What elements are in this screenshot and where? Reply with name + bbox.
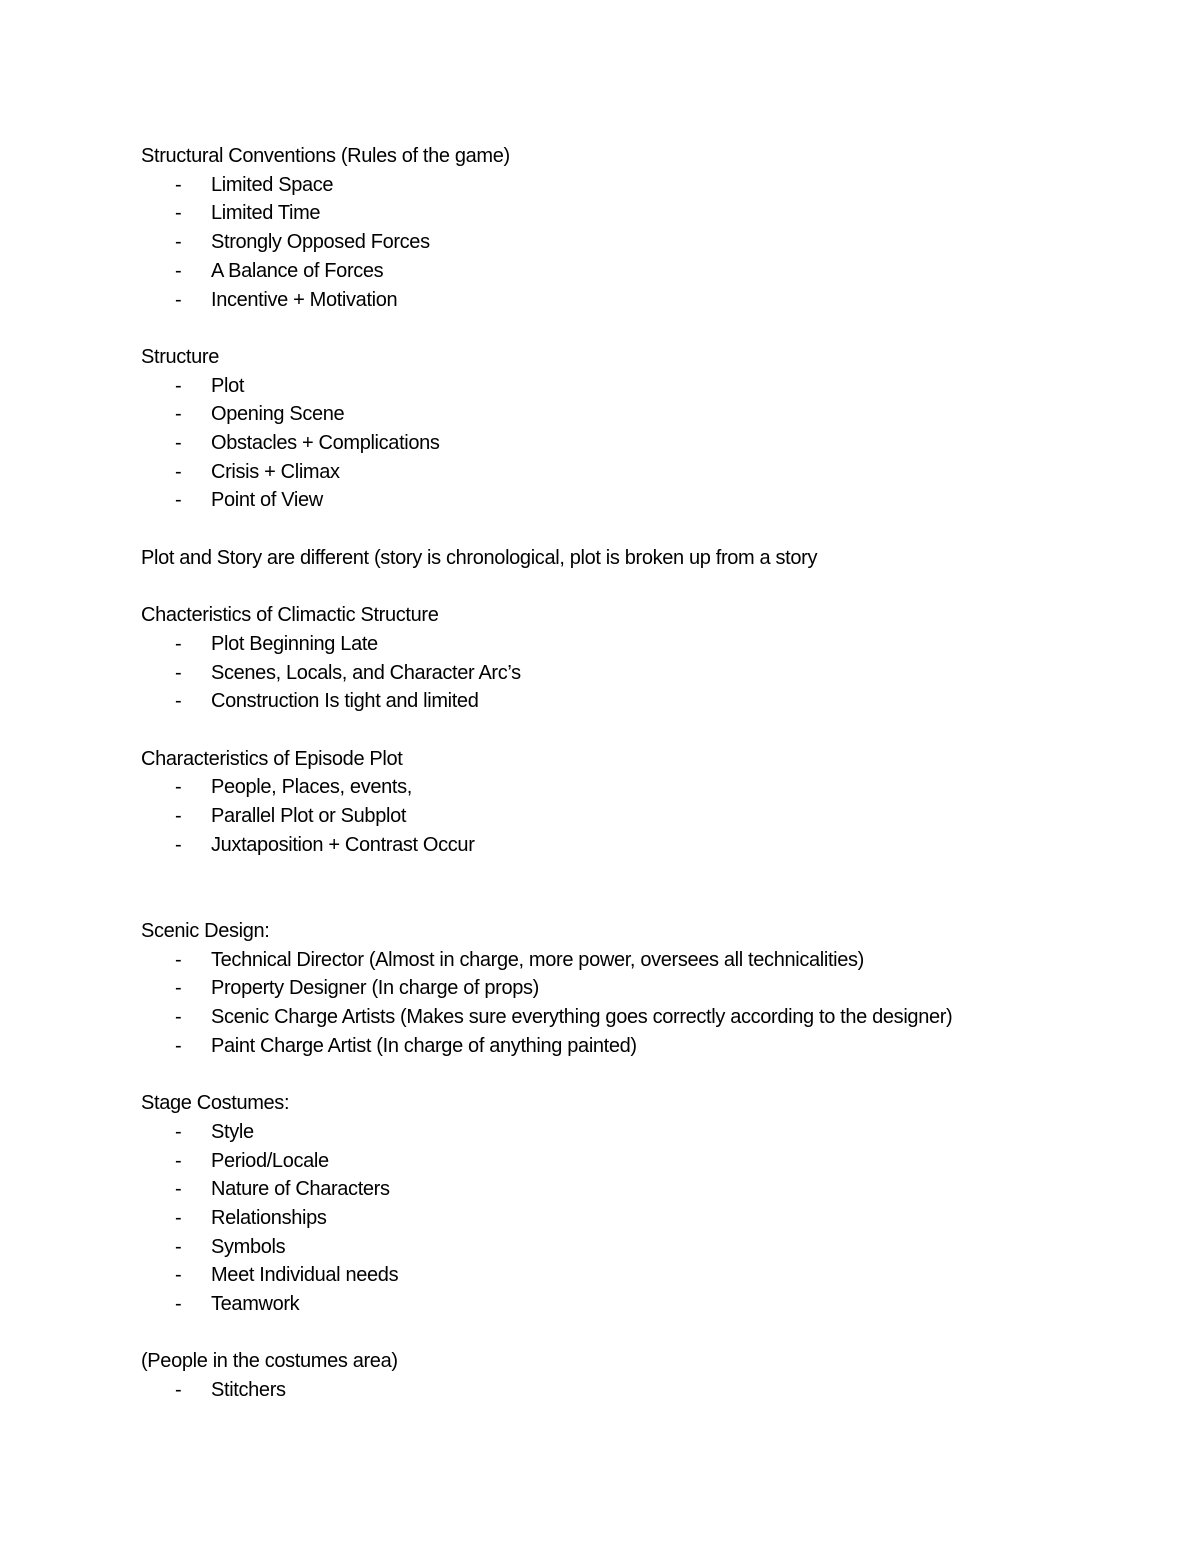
section-climactic-structure <box>141 601 1101 716</box>
bullet-dash: - <box>175 977 182 1000</box>
list-item-text: Juxtaposition + Contrast Occur <box>211 833 475 856</box>
bullet-list <box>141 1118 1101 1319</box>
bullet-dash: - <box>175 1178 182 1201</box>
list-item-text: People, Places, events, <box>211 776 412 799</box>
list-item-text: Point of View <box>211 489 323 512</box>
list-item-text: Construction Is tight and limited <box>211 690 479 713</box>
bullet-dash: - <box>175 1206 182 1229</box>
bullet-dash: - <box>175 1149 182 1172</box>
bullet-list <box>141 773 1101 859</box>
list-item <box>141 1204 1101 1233</box>
bullet-dash: - <box>175 776 182 799</box>
list-item <box>141 1261 1101 1290</box>
section-stage-costumes <box>141 1089 1101 1319</box>
section-structure <box>141 343 1101 515</box>
list-item <box>141 1147 1101 1176</box>
section-costume-people <box>141 1347 1101 1404</box>
list-item-text: Obstacles + Complications <box>211 432 440 455</box>
list-item <box>141 1290 1101 1319</box>
bullet-dash: - <box>175 489 182 512</box>
bullet-dash: - <box>175 833 182 856</box>
bullet-dash: - <box>175 805 182 828</box>
bullet-dash: - <box>175 1379 182 1402</box>
bullet-dash: - <box>175 259 182 282</box>
bullet-dash: - <box>175 202 182 225</box>
list-item <box>141 486 1101 515</box>
list-item <box>141 1175 1101 1204</box>
list-item <box>141 257 1101 286</box>
list-item <box>141 1003 1101 1032</box>
list-item <box>141 1032 1101 1061</box>
paragraph-text: Plot and Story are different (story is chronological, plot is broken up from a story <box>141 546 818 569</box>
bullet-dash: - <box>175 1264 182 1287</box>
list-item-text: Stitchers <box>211 1379 286 1402</box>
section-episode-plot <box>141 745 1101 860</box>
list-item-text: Meet Individual needs <box>211 1264 399 1287</box>
list-item-text: Paint Charge Artist (In charge of anything painted) <box>211 1034 637 1057</box>
list-item <box>141 1233 1101 1262</box>
list-item-text: Parallel Plot or Subplot <box>211 805 407 828</box>
bullet-list <box>141 372 1101 516</box>
list-item <box>141 199 1101 228</box>
bullet-list <box>141 630 1101 716</box>
bullet-dash: - <box>175 948 182 971</box>
list-item-text: Teamwork <box>211 1293 300 1316</box>
bullet-dash: - <box>175 690 182 713</box>
list-item <box>141 1118 1101 1147</box>
bullet-dash: - <box>175 288 182 311</box>
bullet-list <box>141 1376 1101 1405</box>
list-item-text: Technical Director (Almost in charge, more power, oversees all technicalities) <box>211 948 864 971</box>
list-item-text: Scenes, Locals, and Character Arc’s <box>211 661 521 684</box>
bullet-dash: - <box>175 432 182 455</box>
section-heading: (People in the costumes area) <box>141 1350 398 1373</box>
list-item <box>141 458 1101 487</box>
bullet-dash: - <box>175 374 182 397</box>
list-item-text: Crisis + Climax <box>211 460 340 483</box>
bullet-dash: - <box>175 460 182 483</box>
bullet-dash: - <box>175 661 182 684</box>
bullet-dash: - <box>175 1235 182 1258</box>
bullet-dash: - <box>175 173 182 196</box>
list-item-text: Nature of Characters <box>211 1178 390 1201</box>
list-item-text: Relationships <box>211 1206 327 1229</box>
bullet-dash: - <box>175 1120 182 1143</box>
list-item-text: Incentive + Motivation <box>211 288 398 311</box>
list-item-text: Scenic Charge Artists (Makes sure everything goes correctly according to the designer) <box>211 1006 953 1029</box>
list-item <box>141 372 1101 401</box>
list-item-text: Style <box>211 1120 254 1143</box>
section-heading: Characteristics of Episode Plot <box>141 747 403 770</box>
list-item-text: Opening Scene <box>211 403 345 426</box>
bullet-dash: - <box>175 1006 182 1029</box>
list-item-text: Limited Time <box>211 202 321 225</box>
section-heading: Structural Conventions (Rules of the game) <box>141 145 510 167</box>
section-plot-and-story <box>141 544 1101 573</box>
list-item <box>141 171 1101 200</box>
list-item <box>141 400 1101 429</box>
bullet-dash: - <box>175 1034 182 1057</box>
list-item-text: Period/Locale <box>211 1149 329 1172</box>
section-scenic-design <box>141 917 1101 1061</box>
list-item-text: Strongly Opposed Forces <box>211 231 430 254</box>
list-item-text: Plot Beginning Late <box>211 632 378 655</box>
section-structural-conventions <box>141 142 1101 314</box>
list-item <box>141 974 1101 1003</box>
bullet-list <box>141 171 1101 315</box>
list-item <box>141 946 1101 975</box>
bullet-list <box>141 946 1101 1061</box>
bullet-dash: - <box>175 1293 182 1316</box>
list-item <box>141 630 1101 659</box>
list-item <box>141 802 1101 831</box>
list-item <box>141 228 1101 257</box>
list-item-text: Property Designer (In charge of props) <box>211 977 539 1000</box>
section-heading: Scenic Design: <box>141 919 270 942</box>
list-item-text: Limited Space <box>211 173 334 196</box>
section-heading: Chacteristics of Climactic Structure <box>141 604 439 627</box>
list-item <box>141 1376 1101 1405</box>
list-item-text: A Balance of Forces <box>211 259 384 282</box>
list-item <box>141 773 1101 802</box>
list-item <box>141 429 1101 458</box>
list-item <box>141 286 1101 315</box>
list-item-text: Plot <box>211 374 245 397</box>
bullet-dash: - <box>175 231 182 254</box>
bullet-dash: - <box>175 632 182 655</box>
section-heading: Stage Costumes: <box>141 1092 290 1115</box>
list-item <box>141 687 1101 716</box>
section-heading: Structure <box>141 345 219 368</box>
document-body <box>141 142 1101 1405</box>
bullet-dash: - <box>175 403 182 426</box>
list-item-text: Symbols <box>211 1235 286 1258</box>
list-item <box>141 831 1101 860</box>
list-item <box>141 659 1101 688</box>
